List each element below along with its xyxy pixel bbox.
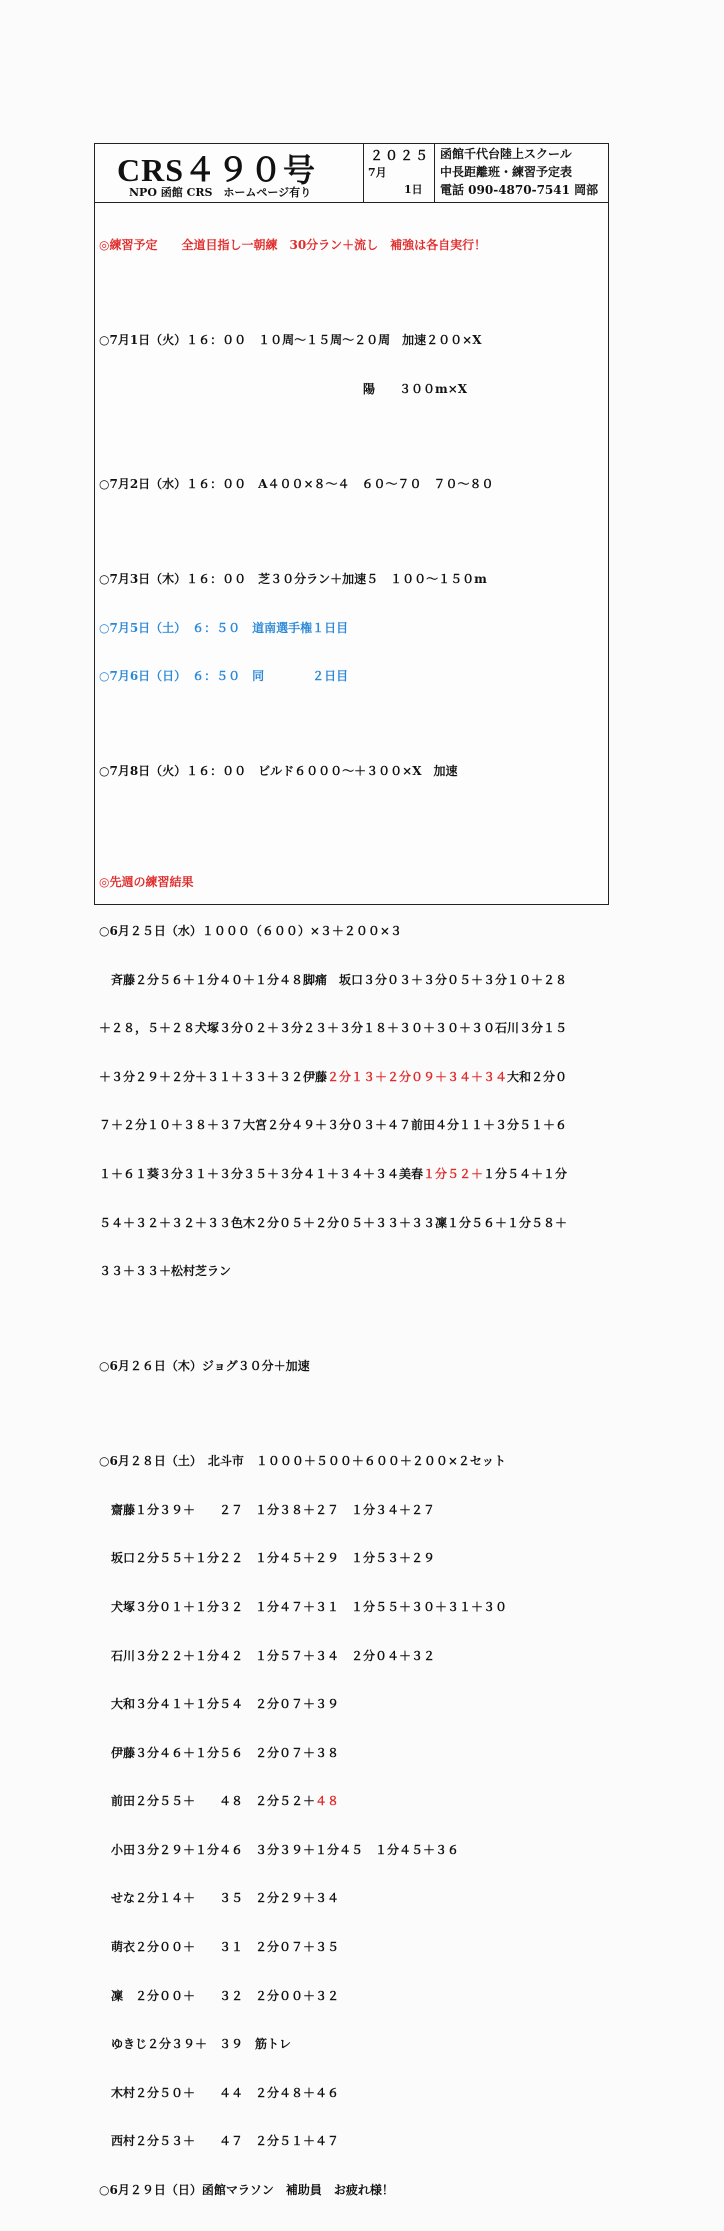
content [95, 203, 608, 2231]
plan-jul1: ○7月1日（火）１６：００ １０周〜１５周〜２０周 加速２００×X [99, 333, 482, 348]
result-jun25-line: ＋３分２９＋２分＋３１＋３３＋３２伊藤２分１３＋２分０９＋３４＋３４大和２分０ [99, 1069, 568, 1084]
header [95, 144, 608, 203]
newsletter-title: CRS４９０号 [117, 152, 317, 188]
result-jun28-title: ○6月２８日（土） 北斗市 １０００＋５００＋６００＋２００×２セット [99, 1454, 506, 1469]
result-jun26: ○6月２６日（木）ジョグ３０分＋加速 [99, 1359, 310, 1374]
org-phone: 電話 090-4870-7541 岡部 [440, 183, 599, 197]
plan-jul5: ○7月5日（土） ６：５０ 道南選手権１日目 [99, 620, 349, 635]
newsletter-subtitle: NPO 函館 CRS ホームページ有り [129, 186, 312, 199]
org-section: 中長距離班・練習予定表 [440, 165, 573, 179]
newsletter-sheet [94, 143, 609, 2198]
plan-heading: ◎練習予定 全道目指し一朝練 30分ラン＋流し 補強は各自実行！ [99, 238, 487, 253]
result-jun25-line: ７＋２分１０＋３８＋３７大宮２分４９＋３分０３＋４７前田４分１１＋３分５１＋６ [99, 1118, 568, 1133]
result-jun25-line: ＋２８，５＋２８犬塚３分０２＋３分２３＋３分１８＋３０＋３０＋３０石川３分１５ [99, 1021, 568, 1036]
result-jun25-line: 斉藤２分５６＋１分４０＋１分４８脚痛 坂口３分０３＋３分０５＋３分１０＋２８ [111, 972, 568, 987]
plan-jul8: ○7月8日（火）１６：００ ビルド６０００〜＋３００×X 加速 [99, 764, 458, 779]
date-year: ２０２５ [370, 149, 431, 164]
result-row: せな２分１４＋ ３５ ２分２９＋３４ [111, 1891, 340, 1906]
plan-jul3: ○7月3日（木）１６：００ 芝３０分ラン＋加速５ １００〜１５０m [99, 572, 487, 586]
plan-jul1-sub: 陽 ３００m×X [99, 382, 468, 396]
result-row: 萌衣２分００＋ ３１ ２分０７＋３５ [111, 1940, 340, 1955]
header-date-cell [364, 144, 435, 202]
result-row: 大和３分４１＋１分５４ ２分０７＋３９ [111, 1697, 340, 1712]
result-row: 前田２分５５＋ ４８ ２分５２＋４８ [111, 1794, 340, 1809]
result-row: 小田３分２９＋１分４６ ３分３９＋１分４５ １分４５＋３６ [111, 1842, 460, 1857]
result-jun29: ○6月２９日（日）函館マラソン 補助員 お疲れ様！ [99, 2183, 394, 2198]
header-title-cell [95, 144, 364, 202]
result-jun25-line: ３３＋３３＋松村芝ラン [99, 1264, 232, 1279]
plan-jul2: ○7月2日（水）１６：００ A４００×８〜４ ６０〜７０ ７０〜８０ [99, 477, 494, 491]
result-row: 齋藤１分３９＋ ２７ １分３８＋２７ １分３４＋２７ [111, 1502, 436, 1517]
header-org-cell [435, 144, 608, 202]
result-row: ゆきじ２分３９＋ ３９ 筋トレ [111, 2037, 292, 2052]
result-row: 犬塚３分０１＋１分３２ １分４７＋３１ １分５５＋３０＋３１＋３０ [111, 1599, 508, 1614]
org-name: 函館千代台陸上スクール [440, 147, 572, 161]
plan-jul6: ○7月6日（日） ６：５０ 同 ２日目 [99, 669, 349, 684]
results-heading: ◎先週の練習結果 [99, 875, 194, 890]
result-jun25-line: ５４＋３２＋３２＋３３色木２分０５＋２分０５＋３３＋３３凜１分５６＋１分５８＋ [99, 1215, 568, 1230]
result-row: 石川３分２２＋１分４２ １分５７＋３４ ２分０４＋３２ [111, 1648, 436, 1663]
result-row: 凜 ２分００＋ ３２ ２分００＋３２ [111, 1988, 340, 2003]
result-jun25-line: １＋６１葵３分３１＋３分３５＋３分４１＋３４＋３４美春１分５２＋１分５４＋１分 [99, 1166, 568, 1181]
date-month: 7月 [368, 166, 387, 179]
result-row: 伊藤３分４６＋１分５６ ２分０７＋３８ [111, 1745, 340, 1760]
date-day: 1日 [404, 183, 423, 196]
result-row: 西村２分５３＋ ４７ ２分５１＋４７ [111, 2134, 340, 2149]
result-row: 木村２分５０＋ ４４ ２分４８＋４６ [111, 2085, 340, 2100]
result-jun25-title: ○6月２５日（水）１０００（６００）×３＋２００×３ [99, 923, 402, 938]
result-row: 坂口２分５５＋１分２２ １分４５＋２９ １分５３＋２９ [111, 1551, 436, 1566]
